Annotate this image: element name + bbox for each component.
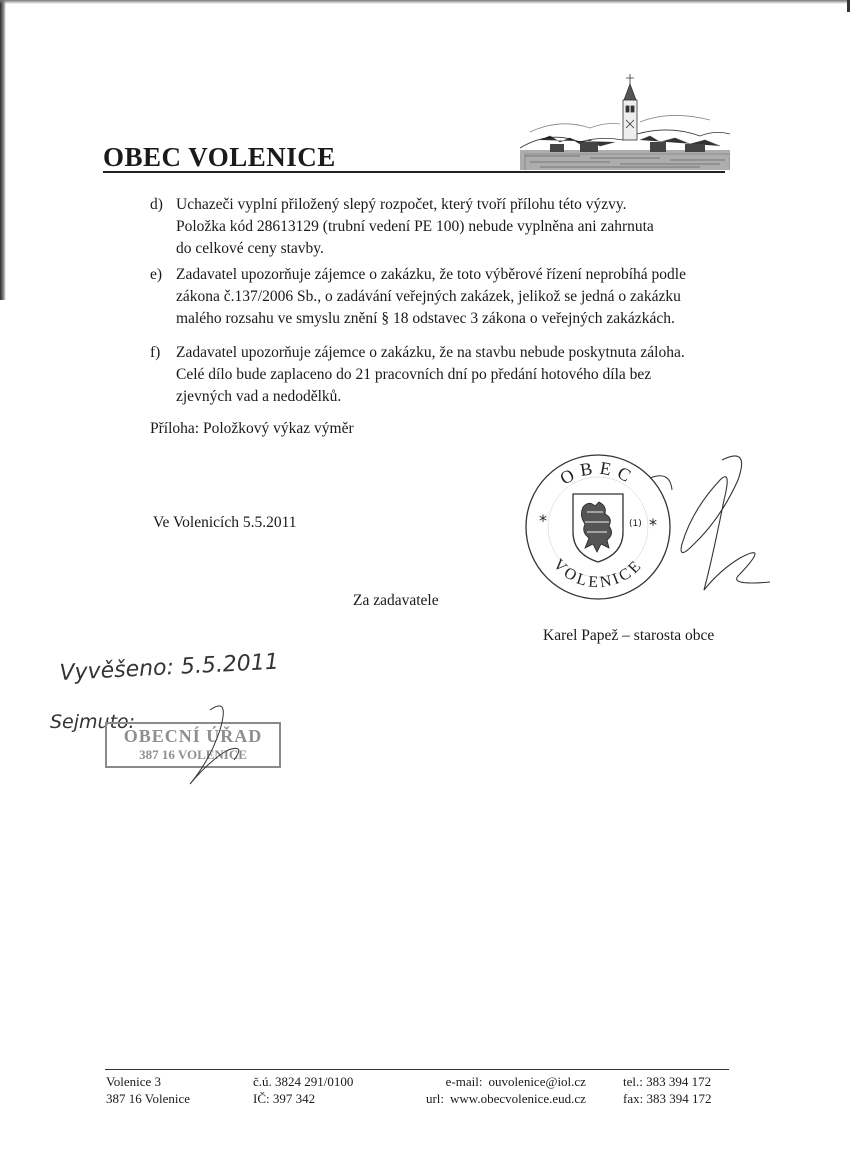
stamp-star-left: * [539, 511, 547, 530]
scan-edge [0, 0, 6, 300]
tel-value: 383 394 172 [646, 1074, 712, 1089]
tel-label: tel.: [623, 1074, 643, 1089]
fax-value: 383 394 172 [646, 1091, 712, 1106]
scan-edge-top [0, 0, 850, 4]
clause-text [176, 264, 736, 330]
office-stamp-address: 387 16 VOLENICE [139, 747, 247, 762]
signature [620, 450, 780, 610]
clause-line: zákona č.137/2006 Sb., o zadávání veřejných zakázek, jelikož se jedná o zakázku [176, 288, 681, 305]
stamp-star-right: * [649, 515, 657, 534]
clause-line: do celkové ceny stavby. [176, 240, 324, 257]
footer-address-line: Volenice 3 [106, 1074, 161, 1089]
footer-phone [623, 1073, 711, 1107]
posted-date-note: Vyvěšeno: 5.5.2011 [59, 649, 280, 686]
footer-divider [105, 1069, 729, 1070]
stamp-top-text: OBEC [556, 457, 640, 489]
village-church-illustration [520, 70, 730, 170]
place-and-date: Ve Volenicích 5.5.2011 [153, 514, 297, 531]
email-link[interactable]: ouvolenice@iol.cz [488, 1074, 586, 1089]
clause-marker: e) [150, 266, 163, 283]
footer-address-line: 387 16 Volenice [106, 1091, 191, 1106]
clause-line: Zadavatel upozorňuje zájemce o zakázku, že na stavbu nebude poskytnuta záloha. [176, 344, 685, 361]
stamp-number: (1) [629, 519, 642, 529]
footer-address [106, 1073, 190, 1107]
on-behalf-label: Za zadavatele [353, 592, 439, 609]
office-stamp-name: OBECNÍ ÚŘAD [123, 726, 263, 746]
clause-line: Celé dílo bude zaplaceno do 21 pracovních dní po předání hotového díla bez [176, 366, 652, 383]
clause-line: zjevných vad a nedodělků. [176, 388, 342, 405]
municipality-title: OBEC VOLENICE [103, 142, 336, 172]
fax-label: fax: [623, 1091, 644, 1106]
clause-text [176, 342, 736, 408]
clause-marker: d) [150, 196, 163, 213]
footer-online [392, 1073, 586, 1107]
clause-line: Uchazeči vyplní přiložený slepý rozpočet, který tvoří přílohu této výzvy. [176, 196, 627, 213]
clause-d [150, 194, 736, 260]
clause-e [150, 264, 736, 330]
stamp-signature-scribble [150, 690, 300, 790]
clause-line: malého rozsahu ve smyslu znění § 18 odstavec 3 zákona o veřejných zakázkách. [176, 310, 675, 327]
email-label: e-mail: [445, 1074, 483, 1089]
ico-value: 397 342 [272, 1091, 316, 1106]
footer-account [253, 1073, 353, 1107]
clause-marker: f) [150, 344, 161, 361]
signatory-name: Karel Papež – starosta obce [543, 627, 715, 644]
clause-line: Položka kód 28613129 (trubní vedení PE 100) nebude vyplněna ani zahrnuta [176, 218, 654, 235]
removed-date-note: Sejmuto: [50, 711, 136, 733]
clause-line: Zadavatel upozorňuje zájemce o zakázku, že toto výběrové řízení neprobíhá podle [176, 266, 686, 283]
account-label: č.ú. [253, 1074, 272, 1089]
url-link[interactable]: www.obecvolenice.eud.cz [450, 1091, 586, 1106]
url-label: url: [425, 1091, 444, 1106]
stamp-bottom-text: VOLENICE [549, 555, 647, 592]
header-divider [103, 171, 725, 173]
clause-text [176, 194, 736, 260]
clause-f [150, 342, 736, 408]
coat-of-arms-icon [573, 494, 623, 562]
ico-label: IČ: [253, 1091, 270, 1106]
attachment-note: Příloha: Položkový výkaz výměr [150, 420, 354, 437]
account-value: 3824 291/0100 [275, 1074, 354, 1089]
